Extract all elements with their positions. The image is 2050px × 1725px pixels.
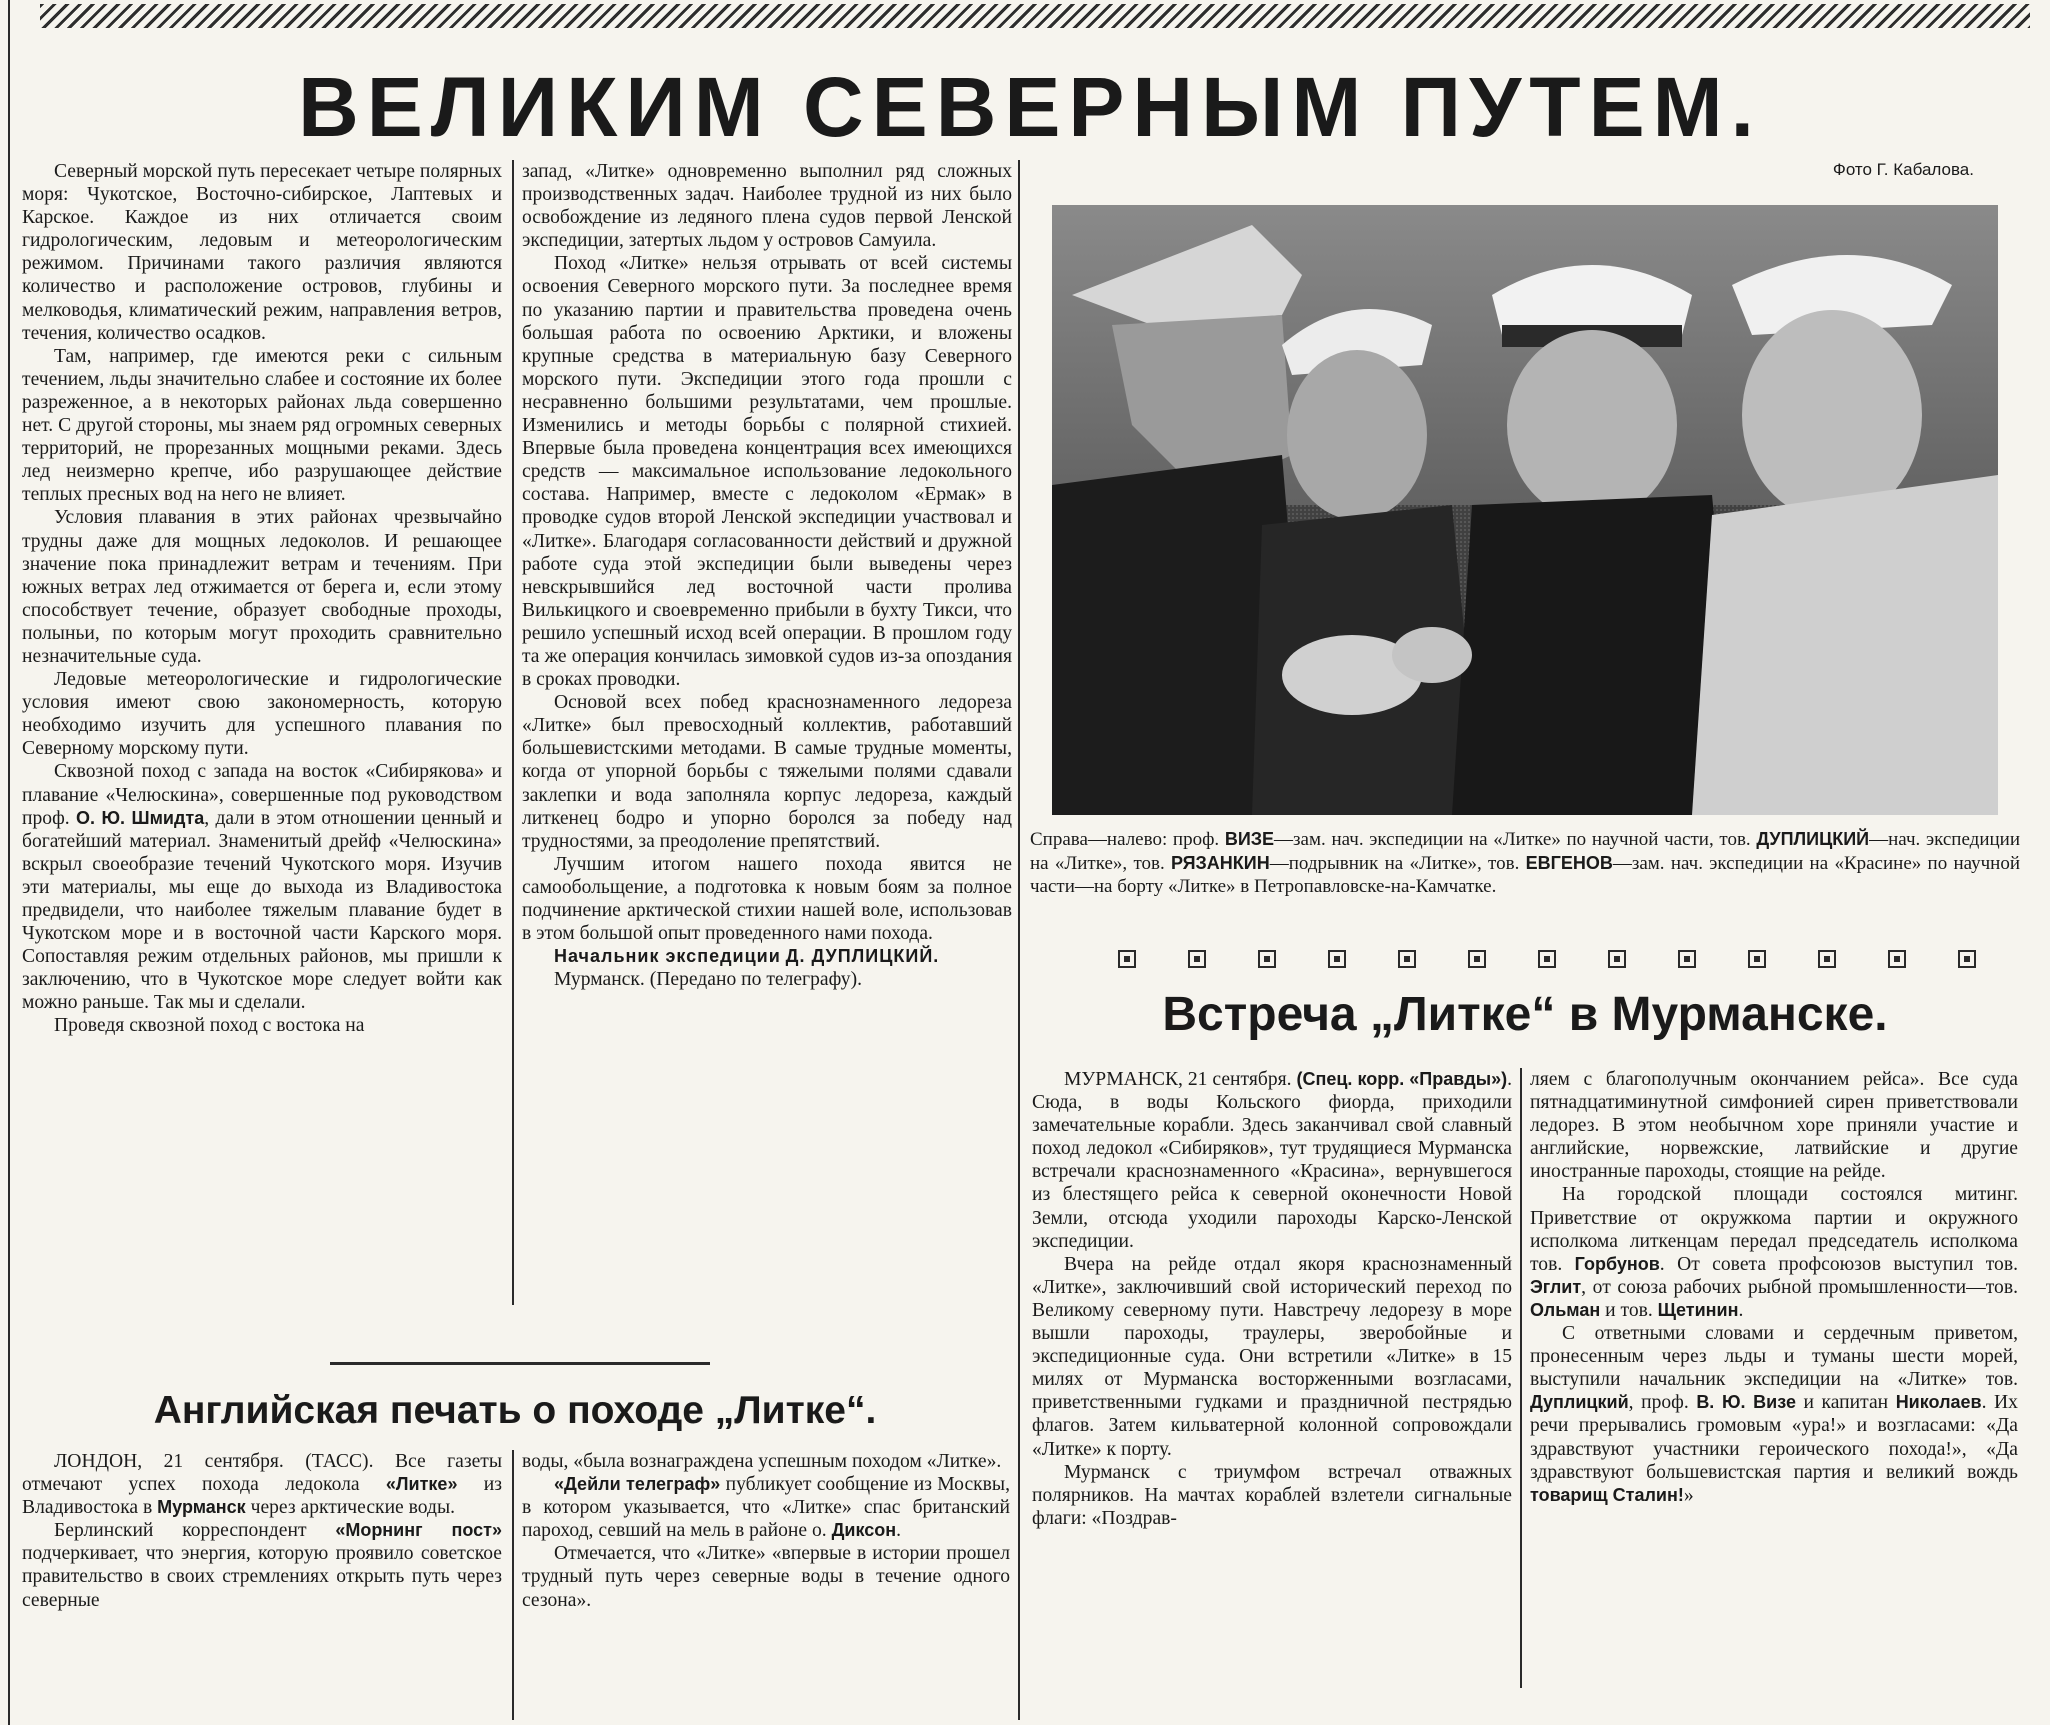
column-divider (1520, 1068, 1522, 1688)
english-press-headline: Английская печать о походе „Литке“. (153, 1389, 877, 1432)
page-margin-rule (8, 0, 10, 1725)
text-run: ЛОНДОН, 21 сентября. (ТАСС). Все газеты отмечают успех похода ледокола (22, 1451, 502, 1496)
ornament-square (1818, 950, 1836, 968)
paragraph: Проведя сквозной поход с востока на (54, 1015, 365, 1037)
ornament-square (1118, 950, 1136, 968)
section-rule (330, 1362, 710, 1365)
photo-image (1052, 205, 1998, 815)
ornament-square (1538, 950, 1556, 968)
text-run: . (896, 1520, 902, 1542)
bold-run: «Дейли телеграф» (554, 1474, 721, 1495)
caption-name: ДУПЛИЦКИЙ (1756, 829, 1870, 849)
text-run: . Сюда, в воды Кольского фиорда, приходили замечательные корабли. Здесь заканчивал свой славный поход ледокол «Сибиряков», тут трудящиеся Мурманска встречали краснознаменного «Красина», вернувшегося из блестящего рейса к северной оконечности Новой Земли, отсюда уходили пароходы Карско-Ленской экспедиции. (1032, 1069, 1512, 1252)
name-bold: О. Ю. Шмидта (76, 807, 205, 828)
ornament-square (1748, 950, 1766, 968)
caption-text: —нач. экспедиции на «Литке», тов. (1030, 829, 2020, 874)
murmansk-column-2 (1530, 1068, 2018, 1718)
text-run: публикует сообщение из Москвы, в котором указывается, что «Литке» спас британский пароход, севший на мель в районе о. (522, 1474, 1010, 1542)
ornament-square (1468, 950, 1486, 968)
bold-run: Мурманск (157, 1497, 246, 1518)
text-run: С ответными словами и сердечным приветом, пронесенным через льды и туманы шести морей, выступили начальник экспедиции на «Литке» тов. (1530, 1323, 2018, 1391)
bold-run: Диксон (831, 1520, 897, 1541)
ornament-square (1398, 950, 1416, 968)
paragraph: Северный морской путь пересекает четыре полярных моря: Чукотское, Восточно-сибирское, Лаптевых и Карское. Каждое из них отличается своим гидрологическим, ледовым и метеорологическим режимом. Причинами такого различия являются количество и расположение островов, глубины и мелководья, климатический режим, направления ветров, течения, количество осадков. (22, 161, 502, 344)
caption-name: ВИЗЕ (1224, 829, 1275, 849)
caption-text: Справа—налево: проф. (1030, 829, 1225, 850)
paragraph: Поход «Литке» нельзя отрывать от всей системы освоения Северного морского пути. За последнее время по указанию партии и правительства проведена очень большая работа по освоению Арктики, и вложены крупные средства в материальную базу Северного морского пути. Экспедиции этого года прошли с несравненно большими результатами, чем прошлые. Изменились и методы борьбы с полярной стихией. Впервые была проведена концентрация всех имеющихся средств — максимальное использование ледокольного состава. Например, вместе с ледоколом «Ермак» в проводке судов второй Ленской экспедиции участвовал и «Литке». Благодаря согласованности действий и дружной работе суда этой экспедиции были выведены через невскрывшийся лед восточной части пролива Вилькицкого и своевременно прибыли в бухту Тикси, что решило успешный исход всей операции. В прошлом году та же операция кончилась зимовкой судов из-за опоздания в сроках проводки. (522, 253, 1012, 691)
english-press-column-2 (522, 1450, 1010, 1722)
dateline: Мурманск. (Передано по телеграфу). (554, 969, 863, 991)
signature-name: Д. ДУПЛИЦКИЙ. (785, 946, 940, 967)
paragraph (1530, 1322, 2018, 1507)
bold-run: Щетинин (1657, 1299, 1739, 1320)
text-run: подчеркивает, что энергия, которую проявило советское правительство в своих стремлениях открыть путь через северные (22, 1543, 502, 1611)
paragraph: Условия плавания в этих районах чрезвычайно трудны даже для мощных ледоколов. И решающее значение пока принадлежит ветрам и течениям. При южных ветрах лед отжимается от берега и, если этому способствует течение, образует свободные проходы, полыньи, по которым могут проходить сравнительно незначительные суда. (22, 507, 502, 667)
ornament-square (1608, 950, 1626, 968)
paragraph: запад, «Литке» одновременно выполнил ряд сложных производственных задач. Наиболее трудной из них было освобождение из ледяного плена судов первой Ленской экспедиции, затертых льдом у островов Самуила. (522, 161, 1012, 252)
text-run: На городской площади состоялся митинг. Приветствие от окружкома партии и окружного исполкома литкенцам передал председатель исполкома тов. (1530, 1184, 2018, 1275)
paragraph (22, 1450, 502, 1519)
bold-run: Дуплицкий (1530, 1392, 1629, 1413)
text-run: . От совета профсоюзов выступил тов. (1659, 1253, 2018, 1275)
bold-run: Горбунов (1574, 1253, 1660, 1274)
text-run: , от союза рабочих рыбной промышленности—тов. (1581, 1276, 2018, 1298)
text-run: , проф. (1628, 1392, 1697, 1414)
paragraph: Основой всех побед краснознаменного ледореза «Литке» был превосходный коллектив, работавший большевистскими методами. В самые трудные моменты, когда от упорной борьбы с тяжелыми полями сдавали заклепки и вода заполняла корпус ледореза, каждый литкенец бодро и упорно боролся за победу над трудностями, за преодоление препятствий. (522, 692, 1012, 852)
ornament-square (1328, 950, 1346, 968)
top-ornament-band (40, 4, 2030, 28)
paragraph (522, 1473, 1010, 1542)
paragraph: Там, например, где имеются реки с сильным течением, льды значительно слабее и состояние их более разреженное, а в некоторых районах льда совершенно нет. С другой стороны, мы знаем ряд огромных северных территорий, не прорезанных мощными реками. Здесь лед неизмерно крепче, ибо разрушающее действие теплых пресных вод на него не влияет. (22, 345, 502, 506)
caption-text: —зам. нач. экспедиции на «Красине» по научной части—на борту «Литке» в Петропавловске-на-Камчатке. (1030, 852, 2020, 897)
photo-caption (1030, 828, 2020, 899)
expedition-photo (1052, 205, 1998, 815)
ornament-square (1958, 950, 1976, 968)
paragraph: Вчера на рейде отдал якоря краснознаменный «Литке», заключивший свой исторический переход по Великому северному пути. Навстречу ледорезу в море вышли пароходы, траулеры, зверобойные и экспедиционные суда. Они встретили «Литке» в 15 милях от Мурманска восторженными возгласами, приветственными гудками и праздничной пестрядью флагов. Затем кильватерной колонной сопровождали «Литке» к порту. (1032, 1253, 1512, 1460)
paragraph: Лучшим итогом нашего похода явится не самообольщение, а подготовка к новым боям за полное подчинение арктической стихии нашей воле, использовав в этом большой опыт проведенного нами похода. (522, 853, 1012, 945)
bold-run: «Морнинг пост» (335, 1520, 502, 1541)
paragraph: ляем с благополучным окончанием рейса». Все суда пятнадцатиминутной симфонией сирен приветствовали ледорез. В этом необычном хоре приняли участие и английские, норвежские, латвийские и другие иностранные пароходы, стоящие на рейде. (1530, 1069, 2018, 1183)
caption-text: —подрывник на «Литке», тов. (1269, 852, 1526, 874)
bold-run: (Спец. корр. «Правды») (1296, 1069, 1508, 1089)
text-run: через арктические воды. (245, 1497, 456, 1519)
column-divider (512, 160, 514, 1305)
caption-name: ЕВГЕНОВ (1525, 852, 1613, 873)
paragraph: воды, «была вознаграждена успешным походом «Литке». (522, 1451, 1002, 1472)
text-run: , дали в этом отношении ценный и богатейший материал. Знаменитый дрейф «Челюскина» вскрыл своеобразие течений Чукотского моря. Изучив эти материалы, мы еще до выхода из Владивостока предвидели, что наиболее тяжелым плавание будет в Чукотском море и в восточной части Карского моря. Сопоставляя режим отдельных районов, мы пришли к заключению, что в Чукотское море следует войти как можно раньше. Так мы и сделали. (22, 807, 502, 1014)
text-run: Берлинский корреспондент (54, 1520, 336, 1542)
text-run: МУРМАНСК, 21 сентября. (1064, 1069, 1297, 1090)
bold-run: Николаев (1895, 1392, 1982, 1413)
column-divider (1018, 160, 1020, 1720)
bold-run: «Литке» (385, 1474, 458, 1495)
main-headline: ВЕЛИКИМ СЕВЕРНЫМ ПУТЕМ. (298, 60, 1762, 154)
text-run: . (1738, 1299, 1744, 1321)
signature-line (522, 945, 1012, 968)
murmansk-headline: Встреча „Литке“ в Мурманске. (1162, 988, 1888, 1041)
text-run: и тов. (1600, 1299, 1658, 1321)
caption-text: —зам. нач. экспедиции на «Литке» по научной части, тов. (1274, 829, 1757, 850)
ornament-square (1258, 950, 1276, 968)
bold-run: товарищ Сталин! (1530, 1484, 1684, 1505)
paragraph (1530, 1183, 2018, 1322)
photo-credit: Фото Г. Кабалова. (1832, 160, 1974, 179)
caption-name: РЯЗАНКИН (1171, 852, 1270, 873)
paragraph: Ледовые метеорологические и гидрологические условия имеют свою закономерность, которую необходимо изучить для успешного плавания по Северному морскому пути. (22, 669, 502, 760)
column-divider (512, 1450, 514, 1720)
text-run: из Владивостока в (22, 1474, 502, 1519)
text-run: . Их речи прерывались громовым «ура!» и возгласами: «Да здравствуют участники героического похода!», «Да здравствуют большевистская партия и великий вождь (1530, 1392, 2018, 1483)
ornament-square (1188, 950, 1206, 968)
article-column-1 (22, 160, 502, 1320)
paragraph: Отмечается, что «Литке» «впервые в истории прошел трудный путь через северные воды в течение одного сезона». (522, 1543, 1010, 1611)
murmansk-column-1 (1032, 1068, 1512, 1718)
article-column-2 (522, 160, 1012, 1330)
ornament-square (1678, 950, 1696, 968)
paragraph (22, 1519, 502, 1611)
bold-run: Эглит (1530, 1276, 1582, 1297)
text-run: и капитан (1795, 1392, 1896, 1414)
paragraph: Мурманск с триумфом встречал отважных полярников. На мачтах кораблей взлетели сигнальные флаги: «Поздрав- (1032, 1461, 1512, 1529)
english-press-column-1 (22, 1450, 502, 1722)
bold-run: В. Ю. Визе (1696, 1392, 1796, 1413)
paragraph (1032, 1068, 1512, 1253)
ornament-square (1888, 950, 1906, 968)
bold-run: Ольман (1530, 1299, 1601, 1320)
text-run: Сквозной поход с запада на восток «Сибирякова» и плавание «Челюскина», совершенные под руководством проф. (22, 761, 502, 829)
text-run: » (1683, 1484, 1694, 1506)
paragraph (22, 760, 502, 1014)
signature-title: Начальник экспедиции (554, 946, 781, 967)
